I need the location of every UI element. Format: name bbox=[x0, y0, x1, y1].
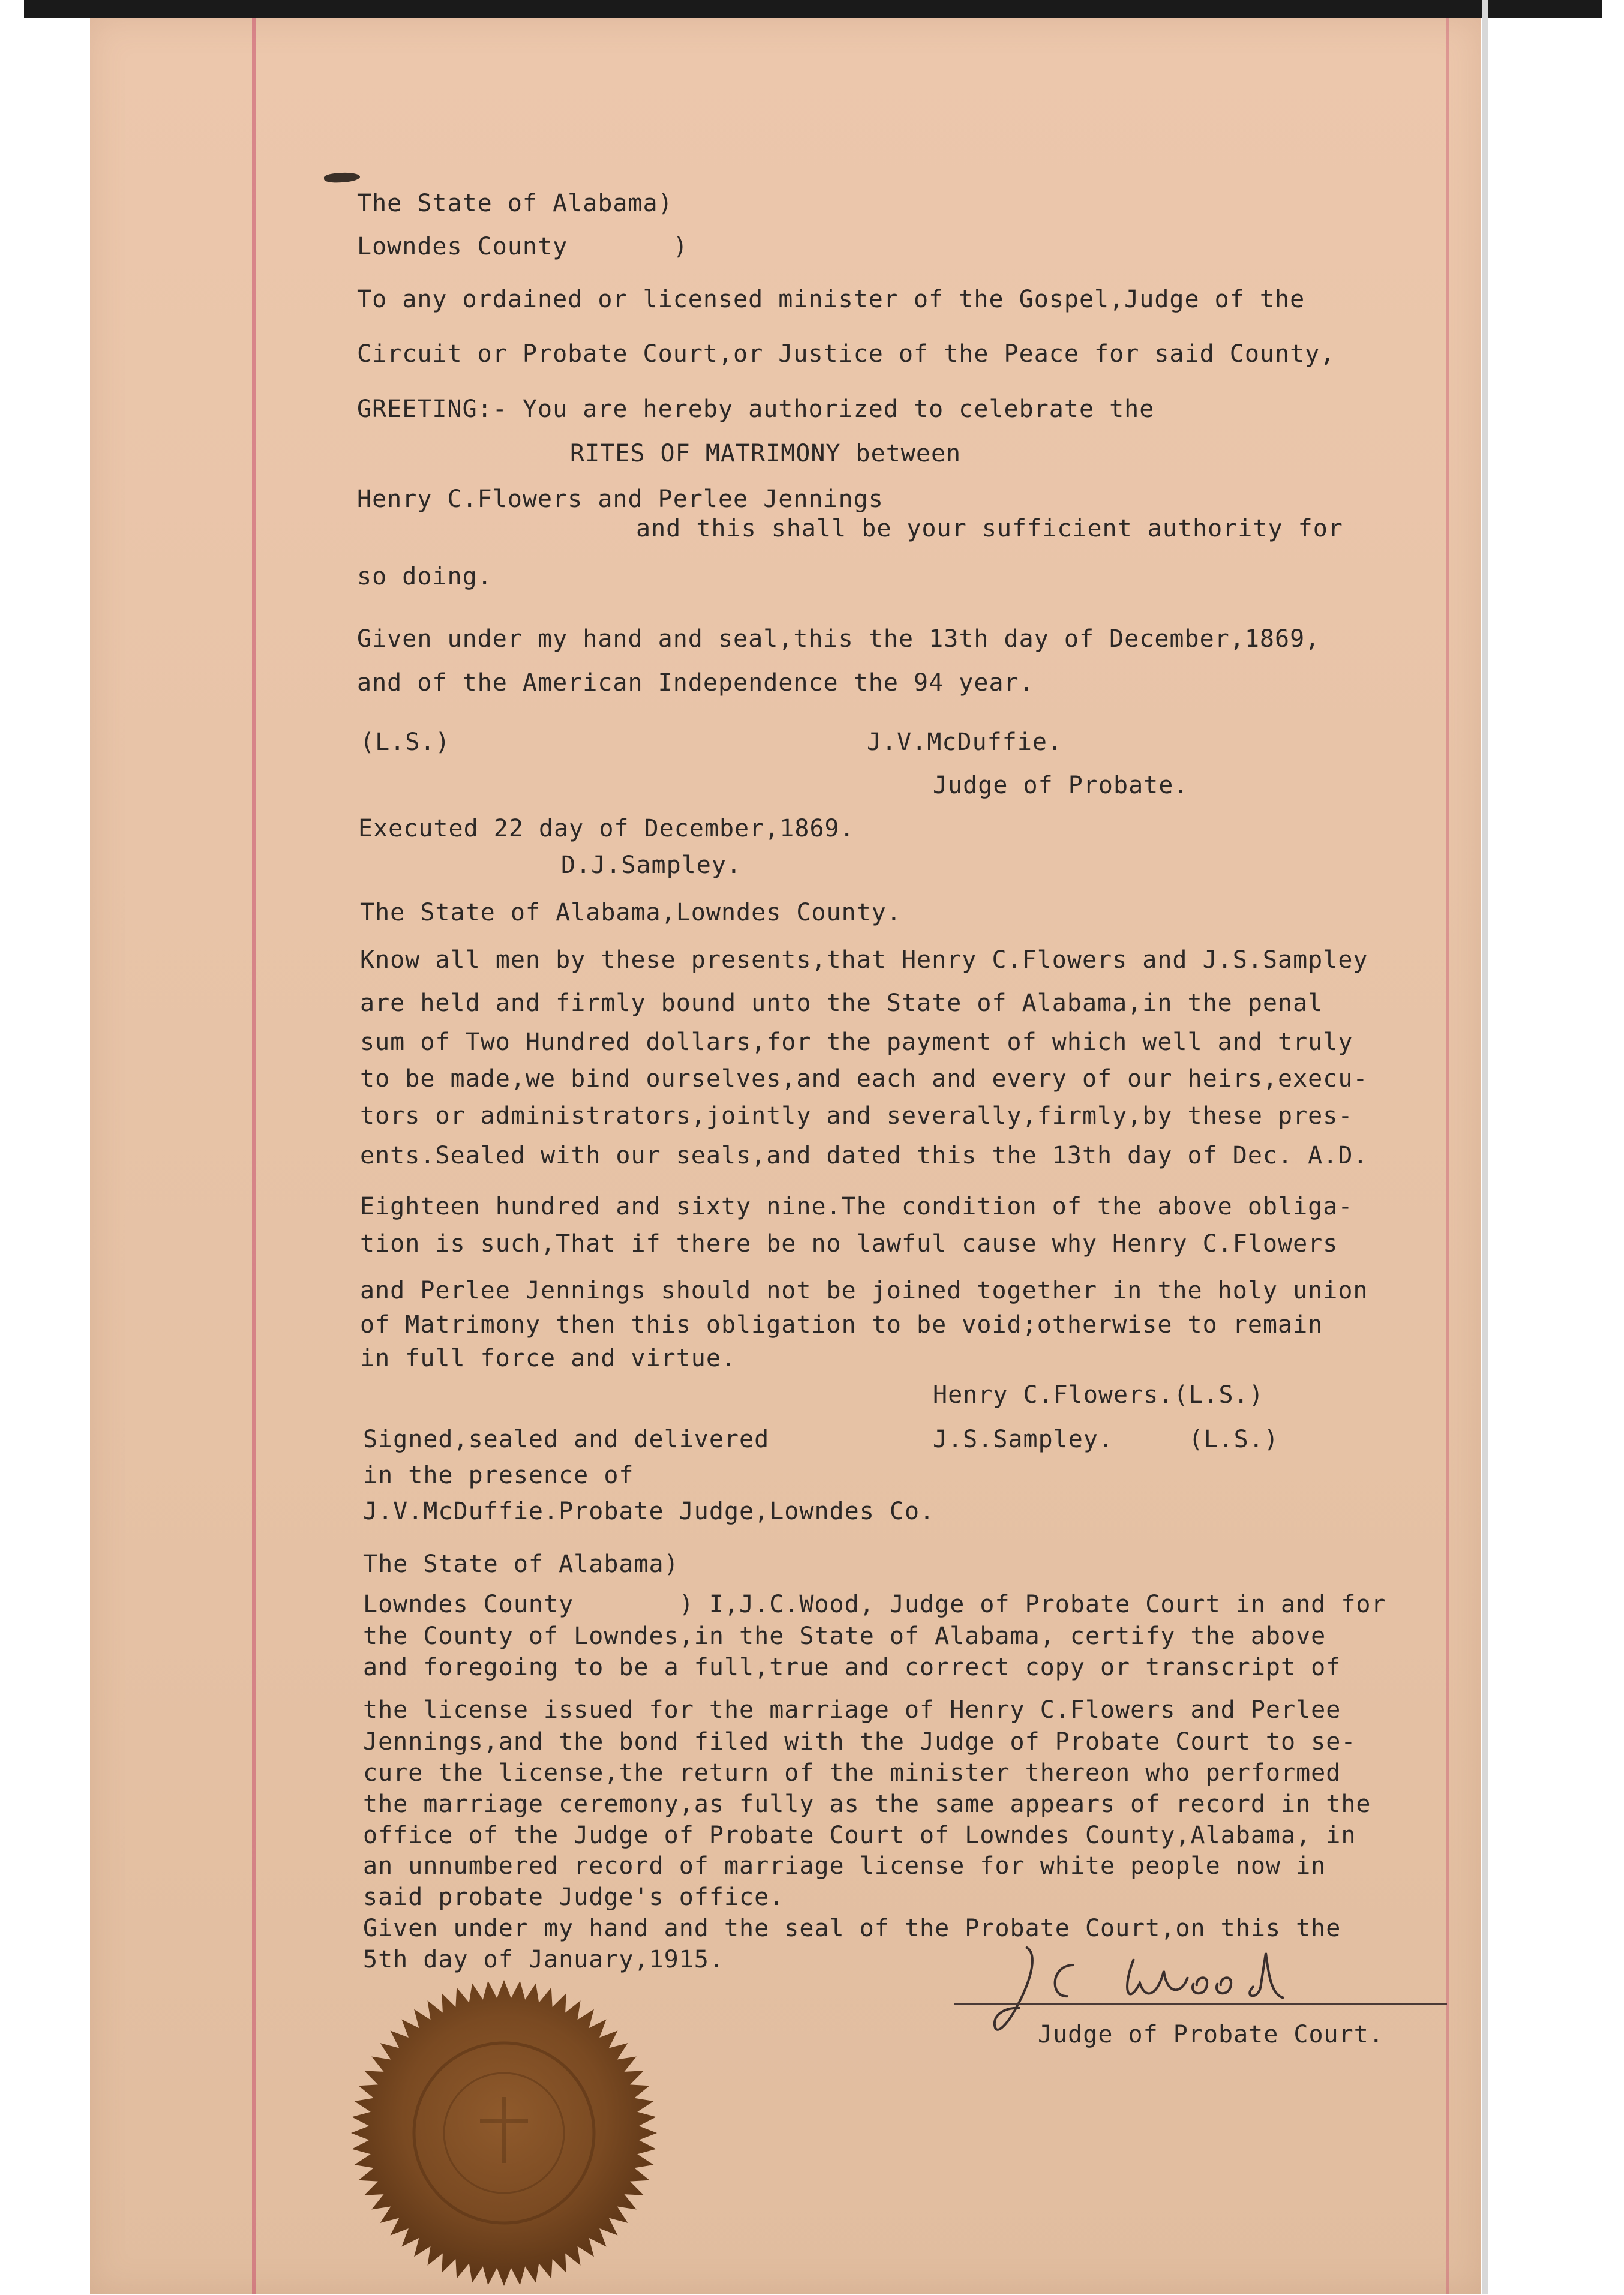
probate-court-seal bbox=[342, 1971, 666, 2295]
bond-line: Eighteen hundred and sixty nine.The condition of the above obliga- bbox=[360, 1193, 1353, 1220]
certificate-line: an unnumbered record of marriage license for white people now in bbox=[363, 1852, 1326, 1880]
certificate-line: Jennings,and the bond filed with the Judge of Probate Court to se- bbox=[363, 1728, 1356, 1756]
license-ls-mark: (L.S.) bbox=[360, 728, 451, 756]
bond-line: are held and firmly bound unto the State of Alabama,in the penal bbox=[360, 989, 1323, 1017]
certificate-line: the license issued for the marriage of Henry C.Flowers and Perlee bbox=[363, 1696, 1341, 1724]
scan-top-edge bbox=[24, 0, 1602, 18]
bond-heading: The State of Alabama,Lowndes County. bbox=[360, 899, 902, 926]
license-heading-state: The State of Alabama) bbox=[357, 190, 673, 217]
bond-line: ents.Sealed with our seals,and dated this the 13th day of Dec. A.D. bbox=[360, 1142, 1368, 1169]
bond-signed-line-1: Signed,sealed and delivered bbox=[363, 1426, 770, 1453]
certificate-signature-title: Judge of Probate Court. bbox=[1038, 2021, 1384, 2048]
license-given-line-1: Given under my hand and seal,this the 13th day of December,1869, bbox=[357, 625, 1320, 653]
right-margin-rule bbox=[1446, 18, 1449, 2294]
certificate-line: 5th day of January,1915. bbox=[363, 1946, 724, 1973]
certificate-heading-county: Lowndes County ) I,J.C.Wood, Judge of Probate Court in and for bbox=[363, 1591, 1386, 1618]
certificate-line: cure the license,the return of the minister thereon who performed bbox=[363, 1759, 1341, 1787]
certificate-line: the marriage ceremony,as fully as the same appears of record in the bbox=[363, 1790, 1371, 1818]
license-doing-line: so doing. bbox=[357, 563, 493, 590]
license-judge-title: Judge of Probate. bbox=[933, 772, 1189, 799]
license-address-line-1: To any ordained or licensed minister of the Gospel,Judge of the bbox=[357, 286, 1305, 313]
scan-right-edge bbox=[1482, 0, 1488, 2294]
return-executed-line: Executed 22 day of December,1869. bbox=[358, 815, 855, 842]
bond-signer-1: Henry C.Flowers.(L.S.) bbox=[933, 1381, 1264, 1409]
license-authority-line: and this shall be your sufficient authority for bbox=[636, 515, 1343, 542]
bond-line: tors or administrators,jointly and severally,firmly,by these pres- bbox=[360, 1102, 1353, 1130]
bond-line: of Matrimony then this obligation to be void;otherwise to remain bbox=[360, 1311, 1323, 1339]
certificate-line: Given under my hand and the seal of the Probate Court,on this the bbox=[363, 1915, 1341, 1942]
license-heading-county: Lowndes County ) bbox=[357, 233, 688, 260]
bond-signed-line-2: in the presence of bbox=[363, 1462, 634, 1489]
certificate-line: office of the Judge of Probate Court of Lowndes County,Alabama, in bbox=[363, 1822, 1356, 1849]
license-greeting-line: GREETING:- You are hereby authorized to celebrate the bbox=[357, 395, 1155, 423]
bond-signer-2: J.S.Sampley. (L.S.) bbox=[933, 1426, 1279, 1453]
bond-line: in full force and virtue. bbox=[360, 1345, 737, 1372]
bond-line: and Perlee Jennings should not be joined together in the holy union bbox=[360, 1277, 1368, 1304]
license-names-line: Henry C.Flowers and Perlee Jennings bbox=[357, 485, 884, 513]
bond-signed-line-3: J.V.McDuffie.Probate Judge,Lowndes Co. bbox=[363, 1498, 935, 1525]
certificate-line: said probate Judge's office. bbox=[363, 1883, 785, 1911]
license-judge-name: J.V.McDuffie. bbox=[867, 728, 1063, 756]
signature-line bbox=[954, 2003, 1447, 2005]
bond-line: tion is such,That if there be no lawful cause why Henry C.Flowers bbox=[360, 1230, 1338, 1258]
bond-line: to be made,we bind ourselves,and each and every of our heirs,execu- bbox=[360, 1065, 1368, 1093]
bond-line: Know all men by these presents,that Henry C.Flowers and J.S.Sampley bbox=[360, 946, 1368, 974]
license-address-line-2: Circuit or Probate Court,or Justice of the Peace for said County, bbox=[357, 340, 1335, 368]
left-margin-rule bbox=[252, 18, 256, 2294]
bond-line: sum of Two Hundred dollars,for the payment of which well and truly bbox=[360, 1028, 1353, 1056]
return-minister-name: D.J.Sampley. bbox=[561, 851, 742, 879]
license-rites-line: RITES OF MATRIMONY between bbox=[570, 440, 962, 467]
certificate-line: and foregoing to be a full,true and correct copy or transcript of bbox=[363, 1654, 1341, 1681]
certificate-line: the County of Lowndes,in the State of Alabama, certify the above bbox=[363, 1622, 1326, 1650]
certificate-heading-state: The State of Alabama) bbox=[363, 1550, 679, 1578]
license-given-line-2: and of the American Independence the 94 year. bbox=[357, 669, 1034, 697]
